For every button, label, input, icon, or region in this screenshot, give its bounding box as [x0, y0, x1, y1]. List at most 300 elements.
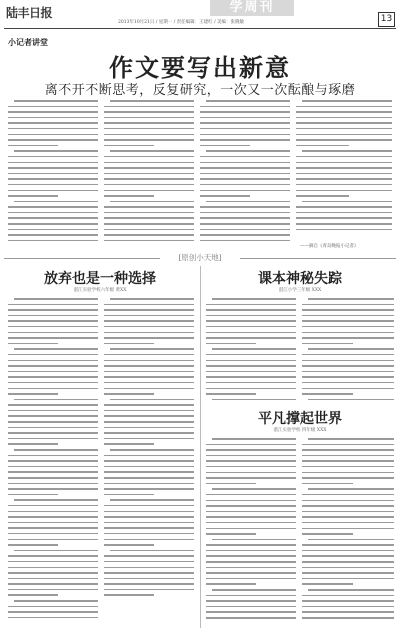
body-text-line	[200, 139, 290, 141]
body-text-line	[8, 184, 98, 186]
body-text-line	[104, 117, 194, 119]
body-text-line	[302, 326, 394, 328]
body-text-line	[104, 365, 194, 367]
body-text-line	[104, 578, 194, 580]
body-text-line	[8, 611, 98, 613]
article-title: 课本神秘失踪	[258, 271, 342, 287]
body-text-line	[8, 134, 98, 136]
body-text-line	[206, 343, 256, 345]
article-2-col-2	[302, 298, 394, 406]
lead-footer-note: ——摘自《青岛晚报小记者》	[300, 244, 359, 249]
body-text-line	[104, 488, 194, 490]
body-text-line	[206, 561, 296, 563]
body-text-line	[206, 606, 296, 608]
body-text-line	[206, 320, 296, 322]
body-text-line	[206, 332, 296, 334]
body-text-line	[296, 184, 392, 186]
body-text-line	[8, 371, 98, 373]
body-text-line	[104, 533, 194, 535]
column-name: 小记者讲堂	[8, 37, 48, 47]
body-text-line	[302, 572, 394, 574]
body-text-line	[104, 561, 194, 563]
body-text-line	[200, 229, 290, 231]
body-text-line	[206, 315, 296, 317]
body-text-line	[206, 201, 290, 203]
body-text-line	[104, 527, 194, 529]
body-text-line	[302, 449, 394, 451]
body-text-line	[296, 145, 349, 147]
body-text-line	[14, 348, 98, 350]
body-text-line	[104, 466, 194, 468]
body-text-line	[200, 167, 290, 169]
body-text-line	[104, 539, 194, 541]
body-text-line	[104, 477, 194, 479]
body-text-line	[296, 162, 392, 164]
body-text-line	[302, 365, 394, 367]
body-text-line	[8, 555, 98, 557]
body-text-line	[104, 522, 194, 524]
body-text-line	[200, 184, 290, 186]
body-text-line	[104, 555, 194, 557]
body-text-line	[8, 117, 98, 119]
body-text-line	[296, 195, 349, 197]
body-text-line	[110, 298, 194, 300]
body-text-line	[296, 106, 392, 108]
body-text-line	[212, 539, 296, 541]
body-text-line	[296, 117, 392, 119]
body-text-line	[200, 223, 290, 225]
body-text-line	[104, 217, 194, 219]
body-text-line	[206, 555, 296, 557]
body-text-line	[302, 315, 394, 317]
body-text-line	[104, 505, 194, 507]
body-text-line	[8, 438, 98, 440]
body-text-line	[212, 399, 296, 401]
body-text-line	[308, 488, 394, 490]
body-text-line	[110, 150, 194, 152]
body-text-line	[302, 583, 353, 585]
masthead: 陆丰日报	[6, 6, 53, 20]
body-text-line	[110, 550, 194, 552]
body-text-line	[296, 128, 392, 130]
body-text-line	[14, 449, 98, 451]
body-text-line	[8, 223, 98, 225]
body-text-line	[8, 304, 98, 306]
body-text-line	[206, 533, 256, 535]
body-text-line	[206, 449, 296, 451]
column-rule	[200, 266, 201, 628]
body-text-line	[8, 393, 58, 395]
body-text-line	[8, 234, 98, 236]
body-text-line	[8, 471, 98, 473]
body-text-line	[8, 382, 98, 384]
body-text-line	[110, 201, 194, 203]
body-text-line	[206, 528, 296, 530]
body-text-line	[104, 404, 194, 406]
body-text-line	[8, 494, 58, 496]
body-text-line	[104, 471, 194, 473]
body-text-line	[206, 365, 296, 367]
body-text-line	[302, 555, 394, 557]
body-text-line	[296, 122, 392, 124]
body-text-line	[302, 100, 392, 102]
body-text-line	[104, 337, 194, 339]
body-text-line	[212, 488, 296, 490]
section-title: 学周刊	[229, 0, 275, 15]
body-text-line	[302, 376, 394, 378]
body-text-line	[8, 376, 98, 378]
article-2-col-1	[206, 298, 296, 406]
body-text-line	[104, 212, 194, 214]
body-text-line	[206, 516, 296, 518]
body-text-line	[8, 326, 98, 328]
body-text-line	[14, 201, 98, 203]
body-text-line	[302, 617, 394, 619]
body-text-line	[302, 522, 394, 524]
lead-body-col-3	[200, 100, 290, 250]
body-text-line	[8, 488, 98, 490]
body-text-line	[206, 393, 256, 395]
article-title: 放弃也是一种选择	[44, 271, 156, 287]
body-text-line	[8, 195, 58, 197]
body-text-line	[104, 304, 194, 306]
lead-body-col-4	[296, 100, 392, 240]
body-text-line	[302, 550, 394, 552]
body-text-line	[8, 404, 98, 406]
body-text-line	[8, 483, 98, 485]
body-text-line	[104, 106, 194, 108]
body-text-line	[14, 399, 98, 401]
body-text-line	[206, 567, 296, 569]
body-text-line	[104, 544, 154, 546]
body-text-line	[104, 309, 194, 311]
body-text-line	[206, 572, 296, 574]
body-text-line	[8, 111, 98, 113]
body-text-line	[206, 388, 296, 390]
body-text-line	[206, 150, 290, 152]
body-text-line	[308, 539, 394, 541]
body-text-line	[8, 139, 98, 141]
body-text-line	[104, 326, 194, 328]
body-text-line	[104, 371, 194, 373]
body-text-line	[8, 572, 98, 574]
body-text-line	[104, 410, 194, 412]
body-text-line	[206, 382, 296, 384]
body-text-line	[302, 505, 394, 507]
article-byline: 湛江小学三年级 XXX	[278, 288, 322, 293]
body-text-line	[8, 522, 98, 524]
body-text-line	[104, 354, 194, 356]
body-text-line	[104, 332, 194, 334]
body-text-line	[206, 483, 256, 485]
body-text-line	[302, 388, 394, 390]
body-text-line	[206, 326, 296, 328]
body-text-line	[8, 320, 98, 322]
body-text-line	[104, 223, 194, 225]
body-text-line	[104, 240, 194, 242]
body-text-line	[212, 298, 296, 300]
body-text-line	[302, 444, 394, 446]
divider-label: [原创小天地]	[178, 253, 222, 262]
body-text-line	[206, 494, 296, 496]
body-text-line	[8, 516, 98, 518]
body-text-line	[200, 111, 290, 113]
body-text-line	[8, 178, 98, 180]
body-text-line	[14, 550, 98, 552]
body-text-line	[212, 348, 296, 350]
body-text-line	[302, 320, 394, 322]
body-text-line	[302, 466, 394, 468]
body-text-line	[206, 100, 290, 102]
body-text-line	[206, 595, 296, 597]
body-text-line	[296, 173, 392, 175]
body-text-line	[308, 298, 394, 300]
body-text-line	[8, 167, 98, 169]
body-text-line	[302, 595, 394, 597]
body-text-line	[8, 173, 98, 175]
body-text-line	[110, 499, 194, 501]
body-text-line	[302, 371, 394, 373]
body-text-line	[200, 134, 290, 136]
body-text-line	[8, 533, 98, 535]
body-text-line	[302, 483, 353, 485]
body-text-line	[8, 365, 98, 367]
body-text-line	[206, 309, 296, 311]
body-text-line	[302, 500, 394, 502]
body-text-line	[200, 173, 290, 175]
body-text-line	[104, 432, 194, 434]
body-text-line	[104, 145, 154, 147]
body-text-line	[308, 348, 394, 350]
body-text-line	[206, 354, 296, 356]
body-text-line	[8, 594, 58, 596]
body-text-line	[104, 156, 194, 158]
body-text-line	[8, 206, 98, 208]
body-text-line	[8, 415, 98, 417]
body-text-line	[8, 460, 98, 462]
body-text-line	[104, 415, 194, 417]
body-text-line	[200, 117, 290, 119]
body-text-line	[206, 304, 296, 306]
body-text-line	[104, 315, 194, 317]
body-text-line	[206, 500, 296, 502]
body-text-line	[200, 206, 290, 208]
body-text-line	[104, 195, 154, 197]
body-text-line	[296, 229, 392, 231]
body-text-line	[8, 145, 58, 147]
body-text-line	[104, 122, 194, 124]
body-text-line	[296, 111, 392, 113]
body-text-line	[308, 438, 394, 440]
body-text-line	[8, 212, 98, 214]
body-text-line	[296, 223, 392, 225]
article-3-col-2	[302, 438, 394, 628]
body-text-line	[206, 583, 256, 585]
body-text-line	[296, 212, 392, 214]
body-text-line	[212, 589, 296, 591]
body-text-line	[8, 421, 98, 423]
lead-subheadline: 离不开不断思考，反复研究，一次又一次酝酿与琢磨	[44, 83, 356, 98]
body-text-line	[302, 382, 394, 384]
body-text-line	[302, 360, 394, 362]
body-text-line	[8, 337, 98, 339]
body-text-line	[14, 499, 98, 501]
body-text-line	[8, 511, 98, 513]
body-text-line	[104, 139, 194, 141]
body-text-line	[296, 178, 392, 180]
body-text-line	[104, 190, 194, 192]
body-text-line	[302, 455, 394, 457]
body-text-line	[206, 472, 296, 474]
body-text-line	[104, 438, 194, 440]
body-text-line	[104, 511, 194, 513]
body-text-line	[302, 528, 394, 530]
body-text-line	[8, 561, 98, 563]
body-text-line	[302, 516, 394, 518]
body-text-line	[206, 455, 296, 457]
body-text-line	[206, 550, 296, 552]
body-text-line	[302, 533, 353, 535]
body-text-line	[8, 229, 98, 231]
body-text-line	[296, 156, 392, 158]
body-text-line	[206, 444, 296, 446]
body-text-line	[8, 156, 98, 158]
body-text-line	[206, 466, 296, 468]
body-text-line	[104, 111, 194, 113]
body-text-line	[104, 128, 194, 130]
body-text-line	[308, 589, 394, 591]
body-text-line	[200, 145, 250, 147]
body-text-line	[200, 212, 290, 214]
body-text-line	[104, 483, 194, 485]
body-text-line	[302, 309, 394, 311]
body-text-line	[8, 354, 98, 356]
body-text-line	[200, 234, 290, 236]
body-text-line	[302, 337, 394, 339]
body-text-line	[104, 229, 194, 231]
body-text-line	[104, 162, 194, 164]
body-text-line	[206, 371, 296, 373]
body-text-line	[302, 201, 392, 203]
lead-body-col-1	[8, 100, 98, 250]
body-text-line	[104, 427, 194, 429]
body-text-line	[8, 190, 98, 192]
body-text-line	[302, 472, 394, 474]
body-text-line	[302, 393, 353, 395]
body-text-line	[8, 606, 98, 608]
body-text-line	[104, 382, 194, 384]
body-text-line	[302, 567, 394, 569]
article-3-col-1	[206, 438, 296, 628]
body-text-line	[14, 150, 98, 152]
body-text-line	[302, 578, 394, 580]
body-text-line	[104, 173, 194, 175]
issue-date-and-editors: 2013年10月21日 / 星期一 / 责任编辑：王建红 / 美编：张晓敏	[118, 20, 245, 25]
body-text-line	[8, 527, 98, 529]
article-1-col-2	[104, 298, 194, 608]
body-text-line	[296, 217, 392, 219]
body-text-line	[302, 304, 394, 306]
article-1-col-1	[8, 298, 98, 628]
body-text-line	[104, 455, 194, 457]
body-text-line	[296, 190, 392, 192]
body-text-line	[104, 343, 154, 345]
body-text-line	[8, 343, 58, 345]
body-text-line	[296, 167, 392, 169]
article-title: 平凡撑起世界	[258, 411, 342, 427]
lead-headline: 作文要写出新意	[109, 54, 291, 82]
body-text-line	[8, 544, 58, 546]
body-text-line	[206, 360, 296, 362]
body-text-line	[110, 348, 194, 350]
body-text-line	[308, 399, 394, 401]
body-text-line	[206, 522, 296, 524]
body-text-line	[8, 128, 98, 130]
body-text-line	[104, 206, 194, 208]
body-text-line	[8, 217, 98, 219]
body-text-line	[8, 455, 98, 457]
body-text-line	[8, 432, 98, 434]
body-text-line	[302, 343, 353, 345]
body-text-line	[296, 139, 392, 141]
body-text-line	[8, 617, 98, 619]
body-text-line	[104, 167, 194, 169]
body-text-line	[206, 617, 296, 619]
article-byline: 湛江实验学校 四年级 XXX	[273, 428, 327, 433]
body-text-line	[104, 178, 194, 180]
body-text-line	[8, 309, 98, 311]
body-text-line	[104, 134, 194, 136]
body-text-line	[200, 156, 290, 158]
body-text-line	[302, 332, 394, 334]
body-text-line	[104, 234, 194, 236]
body-text-line	[8, 466, 98, 468]
body-text-line	[104, 567, 194, 569]
header-rule	[4, 28, 396, 29]
body-text-line	[200, 106, 290, 108]
body-text-line	[8, 505, 98, 507]
body-text-line	[8, 122, 98, 124]
body-text-line	[302, 600, 394, 602]
body-text-line	[104, 393, 154, 395]
body-text-line	[14, 100, 98, 102]
body-text-line	[302, 477, 394, 479]
body-text-line	[8, 332, 98, 334]
body-text-line	[8, 583, 98, 585]
body-text-line	[8, 427, 98, 429]
body-text-line	[8, 567, 98, 569]
body-text-line	[296, 134, 392, 136]
body-text-line	[302, 460, 394, 462]
body-text-line	[206, 477, 296, 479]
body-text-line	[206, 460, 296, 462]
body-text-line	[104, 184, 194, 186]
body-text-line	[302, 606, 394, 608]
body-text-line	[104, 376, 194, 378]
body-text-line	[104, 360, 194, 362]
body-text-line	[302, 544, 394, 546]
body-text-line	[104, 460, 194, 462]
body-text-line	[296, 206, 392, 208]
body-text-line	[8, 360, 98, 362]
body-text-line	[104, 320, 194, 322]
page-number: 13	[378, 12, 395, 27]
body-text-line	[110, 100, 194, 102]
body-text-line	[8, 477, 98, 479]
body-text-line	[104, 594, 154, 596]
body-text-line	[200, 178, 290, 180]
body-text-line	[200, 217, 290, 219]
